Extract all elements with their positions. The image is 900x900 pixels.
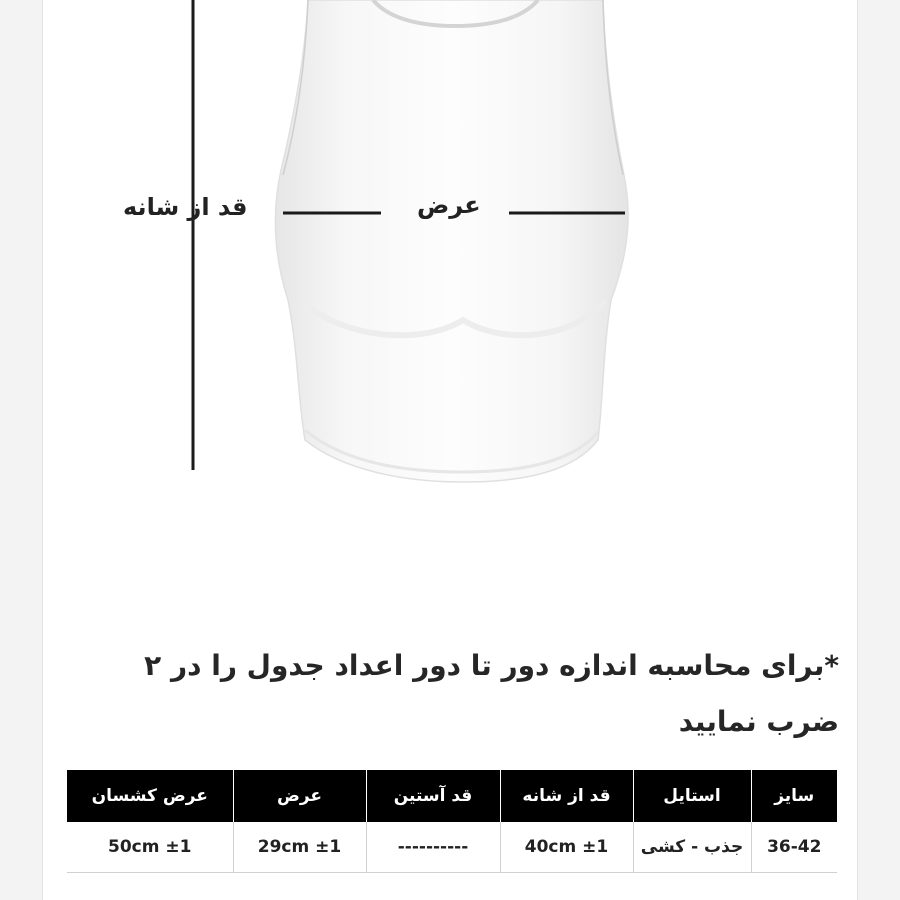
header-shoulder-length: قد از شانه xyxy=(500,770,633,822)
width-label: عرض xyxy=(417,191,481,219)
size-guide-figure xyxy=(43,0,859,600)
header-elastic-width: عرض کشسان xyxy=(67,770,233,822)
cell-sleeve-length: ---------- xyxy=(366,822,500,873)
table-row xyxy=(67,822,837,873)
table-header-row xyxy=(67,770,837,822)
crop-top-illustration xyxy=(43,0,859,600)
header-size: سایز xyxy=(751,770,837,822)
measurement-note: *برای محاسبه اندازه دور تا دور اعداد جدول را در ۲ ضرب نمایید xyxy=(144,649,839,738)
cell-style: جذب - کشی xyxy=(633,822,751,873)
cell-elastic-width: 50cm ±1 xyxy=(67,822,233,873)
cell-width: 29cm ±1 xyxy=(233,822,366,873)
shirt-body xyxy=(275,0,628,482)
shoulder-length-label: قد از شانه xyxy=(123,193,248,221)
cell-size: 36-42 xyxy=(751,822,837,873)
header-width: عرض xyxy=(233,770,366,822)
cell-shoulder-length: 40cm ±1 xyxy=(500,822,633,873)
header-style: استایل xyxy=(633,770,751,822)
product-description-panel xyxy=(42,0,858,900)
header-sleeve-length: قد آستین xyxy=(366,770,500,822)
size-table xyxy=(67,770,837,873)
